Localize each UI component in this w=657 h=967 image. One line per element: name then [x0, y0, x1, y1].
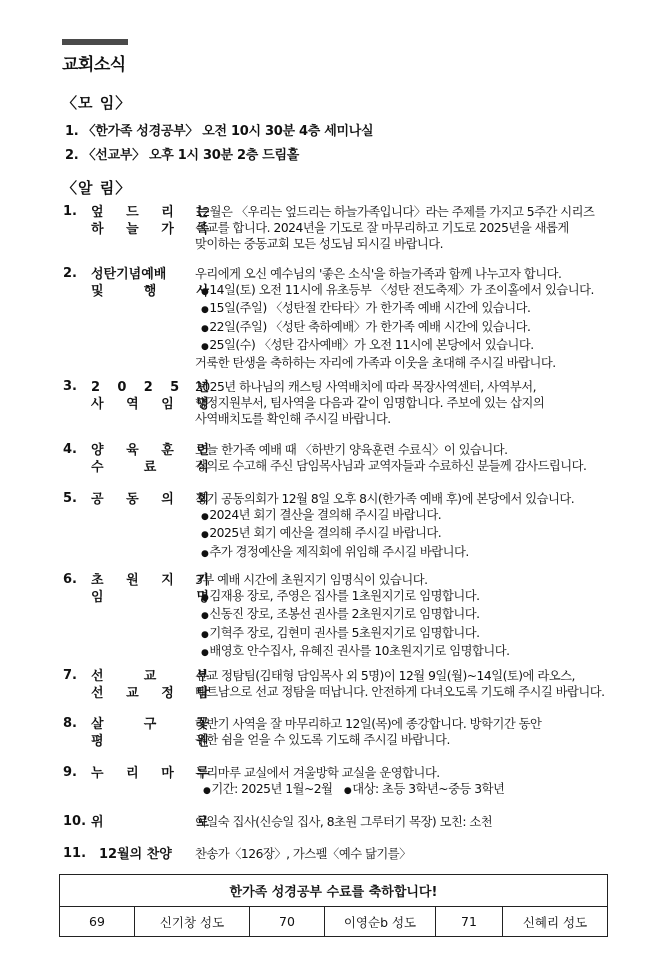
notice-line: 행정지원부서, 팀사역을 다음과 같이 임명합니다. 주보에 있는 삽지의: [195, 396, 545, 411]
notice-body: [195, 204, 625, 253]
notice-line: 하반기 사역을 잘 마무리하고 12일(목)에 종강합니다. 방학기간 동안: [195, 717, 542, 731]
bullet-item: ● 2024년 회기 결산을 결의해 주시길 바랍니다.: [195, 507, 625, 525]
notice-label-line: 성탄기념예배: [91, 267, 167, 282]
notice-label: [91, 765, 209, 782]
notice-number: 9.: [63, 765, 77, 780]
header-accent-bar: [62, 39, 128, 45]
notice-number: 3.: [63, 379, 77, 394]
notice-label: [91, 572, 209, 606]
program-info-line: [195, 781, 625, 799]
graduation-row: [60, 907, 608, 937]
meeting-item-2: 2. 〈선교부〉 오후 1시 30분 2층 드림홀: [65, 148, 299, 163]
bullet-item: ● 22일(주일) 〈성탄 축하예배〉가 한가족 예배 시간에 있습니다.: [195, 319, 625, 337]
notices-heading: 〈알 림〉: [62, 179, 132, 197]
notice-body: [195, 379, 625, 428]
notice-label: [91, 716, 209, 750]
notice-body: [195, 716, 625, 748]
bullet-item: ● 25일(수) 〈성탄 감사예배〉가 오전 11시에 본당에서 있습니다.: [195, 337, 625, 355]
notice-label: [91, 204, 209, 238]
graduate-name: 신혜리 성도: [503, 907, 608, 937]
notice-line: 선교 정탐팀(김태형 담임목사 외 5명)이 12월 9일(월)~14일(토)에 라오스,: [195, 669, 575, 683]
graduate-number: 71: [436, 907, 503, 937]
notice-label: [91, 814, 209, 831]
notice-label: [91, 491, 209, 508]
notice-body: [195, 814, 625, 830]
bullet-item: ● 기혁주 장로, 김현미 권사를 5초원지기로 임명합니다.: [195, 625, 625, 643]
notice-label: [91, 442, 209, 476]
notice-label: [91, 846, 209, 863]
notice-line: 귀한 쉼을 얻을 수 있도록 기도해 주시길 바랍니다.: [195, 733, 450, 748]
notice-label-line: 공 동 의 회: [91, 492, 209, 507]
notice-line: 이일숙 집사(신승일 집사, 8초원 그루터기 목장) 모친: 소천: [195, 815, 493, 829]
notice-number: 11.: [63, 846, 87, 861]
notice-label-line: 하 늘 가 족: [91, 222, 209, 237]
notice-label: [91, 379, 209, 413]
notice-line: 우리에게 오신 예수님의 '좋은 소식'을 하늘가족과 함께 나누고자 합니다.: [195, 267, 562, 281]
notice-label-line: 엎 드 리 는: [91, 205, 209, 220]
notice-number: 1.: [63, 204, 77, 219]
notice-body: [195, 266, 625, 371]
graduate-name: 이영순b 성도: [325, 907, 436, 937]
notice-body: [195, 442, 625, 474]
notice-body: [195, 668, 625, 700]
graduate-number: 69: [60, 907, 135, 937]
notice-label-line: 사 역 임 명: [91, 397, 209, 412]
notice-label-line: 평 원: [91, 734, 209, 749]
meeting-item-1: 1. 〈한가족 성경공부〉 오전 10시 30분 4층 세미나실: [65, 124, 374, 139]
page-title: 교회소식: [62, 55, 126, 75]
notice-number: 2.: [63, 266, 77, 281]
notice-line: 3부 예배 시간에 초원지기 임명식이 있습니다.: [195, 573, 428, 587]
notice-body: [195, 491, 625, 562]
bullet-item: ● 신동진 장로, 조봉선 권사를 2초원지기로 임명합니다.: [195, 606, 625, 624]
notice-line: 정기 공동의회가 12월 8일 오후 8시(한가족 예배 후)에 본당에서 있습니다.: [195, 492, 575, 506]
notice-label-line: 위 로: [91, 815, 209, 830]
bullet-item: ● 김재용 장로, 주영은 집사를 1초원지기로 임명합니다.: [195, 588, 625, 606]
notice-line: 찬송가〈126장〉, 가스펠〈예수 닮기를〉: [195, 847, 411, 861]
notice-line: 2025년 하나님의 캐스팅 사역배치에 따라 목장사역센터, 사역부서,: [195, 380, 537, 394]
notice-number: 8.: [63, 716, 77, 731]
bullet-item: ● 2025년 회기 예산을 결의해 주시길 바랍니다.: [195, 525, 625, 543]
notice-label-line: 선 교 정 탐: [91, 686, 209, 701]
graduate-number: 70: [250, 907, 325, 937]
notice-label-line: 양 육 훈 련: [91, 443, 209, 458]
notice-number: 5.: [63, 491, 77, 506]
graduation-caption: 한가족 성경공부 수료를 축하합니다!: [60, 875, 608, 907]
notice-line: 설교를 합니다. 2024년을 기도로 잘 마무리하고 기도로 2025년을 새롭게: [195, 221, 569, 236]
notice-body: [195, 572, 625, 661]
notice-label-line: 초 원 지 기: [91, 573, 209, 588]
bullet-item: ● 15일(주일) 〈성탄절 칸타타〉가 한가족 예배 시간에 있습니다.: [195, 300, 625, 318]
bullet-item: ● 배영호 안수집사, 유혜진 권사를 10초원지기로 임명합니다.: [195, 643, 625, 661]
graduate-name: 신기창 성도: [135, 907, 250, 937]
notice-label-line: 살 구 꽃: [91, 717, 209, 732]
meetings-heading: 〈모 임〉: [62, 94, 132, 112]
graduation-table: [59, 874, 608, 937]
notice-label-line: 및 행 사: [91, 284, 209, 299]
notice-label: [91, 266, 209, 300]
notice-line: 맞이하는 중동교회 모든 성도님 되시길 바랍니다.: [195, 237, 444, 252]
bullet-item: ● 추가 경정예산을 제직회에 위임해 주시길 바랍니다.: [195, 544, 625, 562]
notice-body: [195, 846, 625, 862]
notice-line: 거룩한 탄생을 축하하는 자리에 가족과 이웃을 초대해 주시길 바랍니다.: [195, 356, 556, 371]
notice-line: 오늘 한가족 예배 때 〈하반기 양육훈련 수료식〉이 있습니다.: [195, 443, 508, 457]
notice-line: 강의로 수고해 주신 담임목사님과 교역자들과 수료하신 분들께 감사드립니다.: [195, 459, 587, 474]
notice-label-line: 2 0 2 5 년: [91, 380, 209, 395]
program-target: ● 대상: 초등 3학년~중등 3학년: [336, 782, 504, 796]
notice-label-line: 12월의 찬양: [99, 847, 172, 862]
program-period: ● 기간: 2025년 1월~2월: [195, 782, 332, 796]
notice-label-line: 임 명: [91, 590, 209, 605]
notice-number: 7.: [63, 668, 77, 683]
notice-line: 베트남으로 선교 정탐을 떠납니다. 안전하게 다녀오도록 기도해 주시길 바랍니다.: [195, 685, 605, 700]
notice-line: 누리마루 교실에서 겨울방학 교실을 운영합니다.: [195, 766, 440, 780]
notice-number: 4.: [63, 442, 77, 457]
notice-body: [195, 765, 625, 799]
notice-number: 6.: [63, 572, 77, 587]
notice-line: 사역배치도를 확인해 주시길 바랍니다.: [195, 412, 391, 427]
notice-number: 10.: [63, 814, 87, 829]
notice-label-line: 누 리 마 루: [91, 766, 209, 781]
bullet-item: ● 14일(토) 오전 11시에 유초등부 〈성탄 전도축제〉가 조이홀에서 있습니다.: [195, 282, 625, 300]
notice-label: [91, 668, 209, 702]
notice-label-line: 수 료 식: [91, 460, 209, 475]
notice-label-line: 선 교 부: [91, 669, 209, 684]
notice-line: 12월은 〈우리는 엎드리는 하늘가족입니다〉라는 주제를 가지고 5주간 시리즈: [195, 205, 595, 219]
